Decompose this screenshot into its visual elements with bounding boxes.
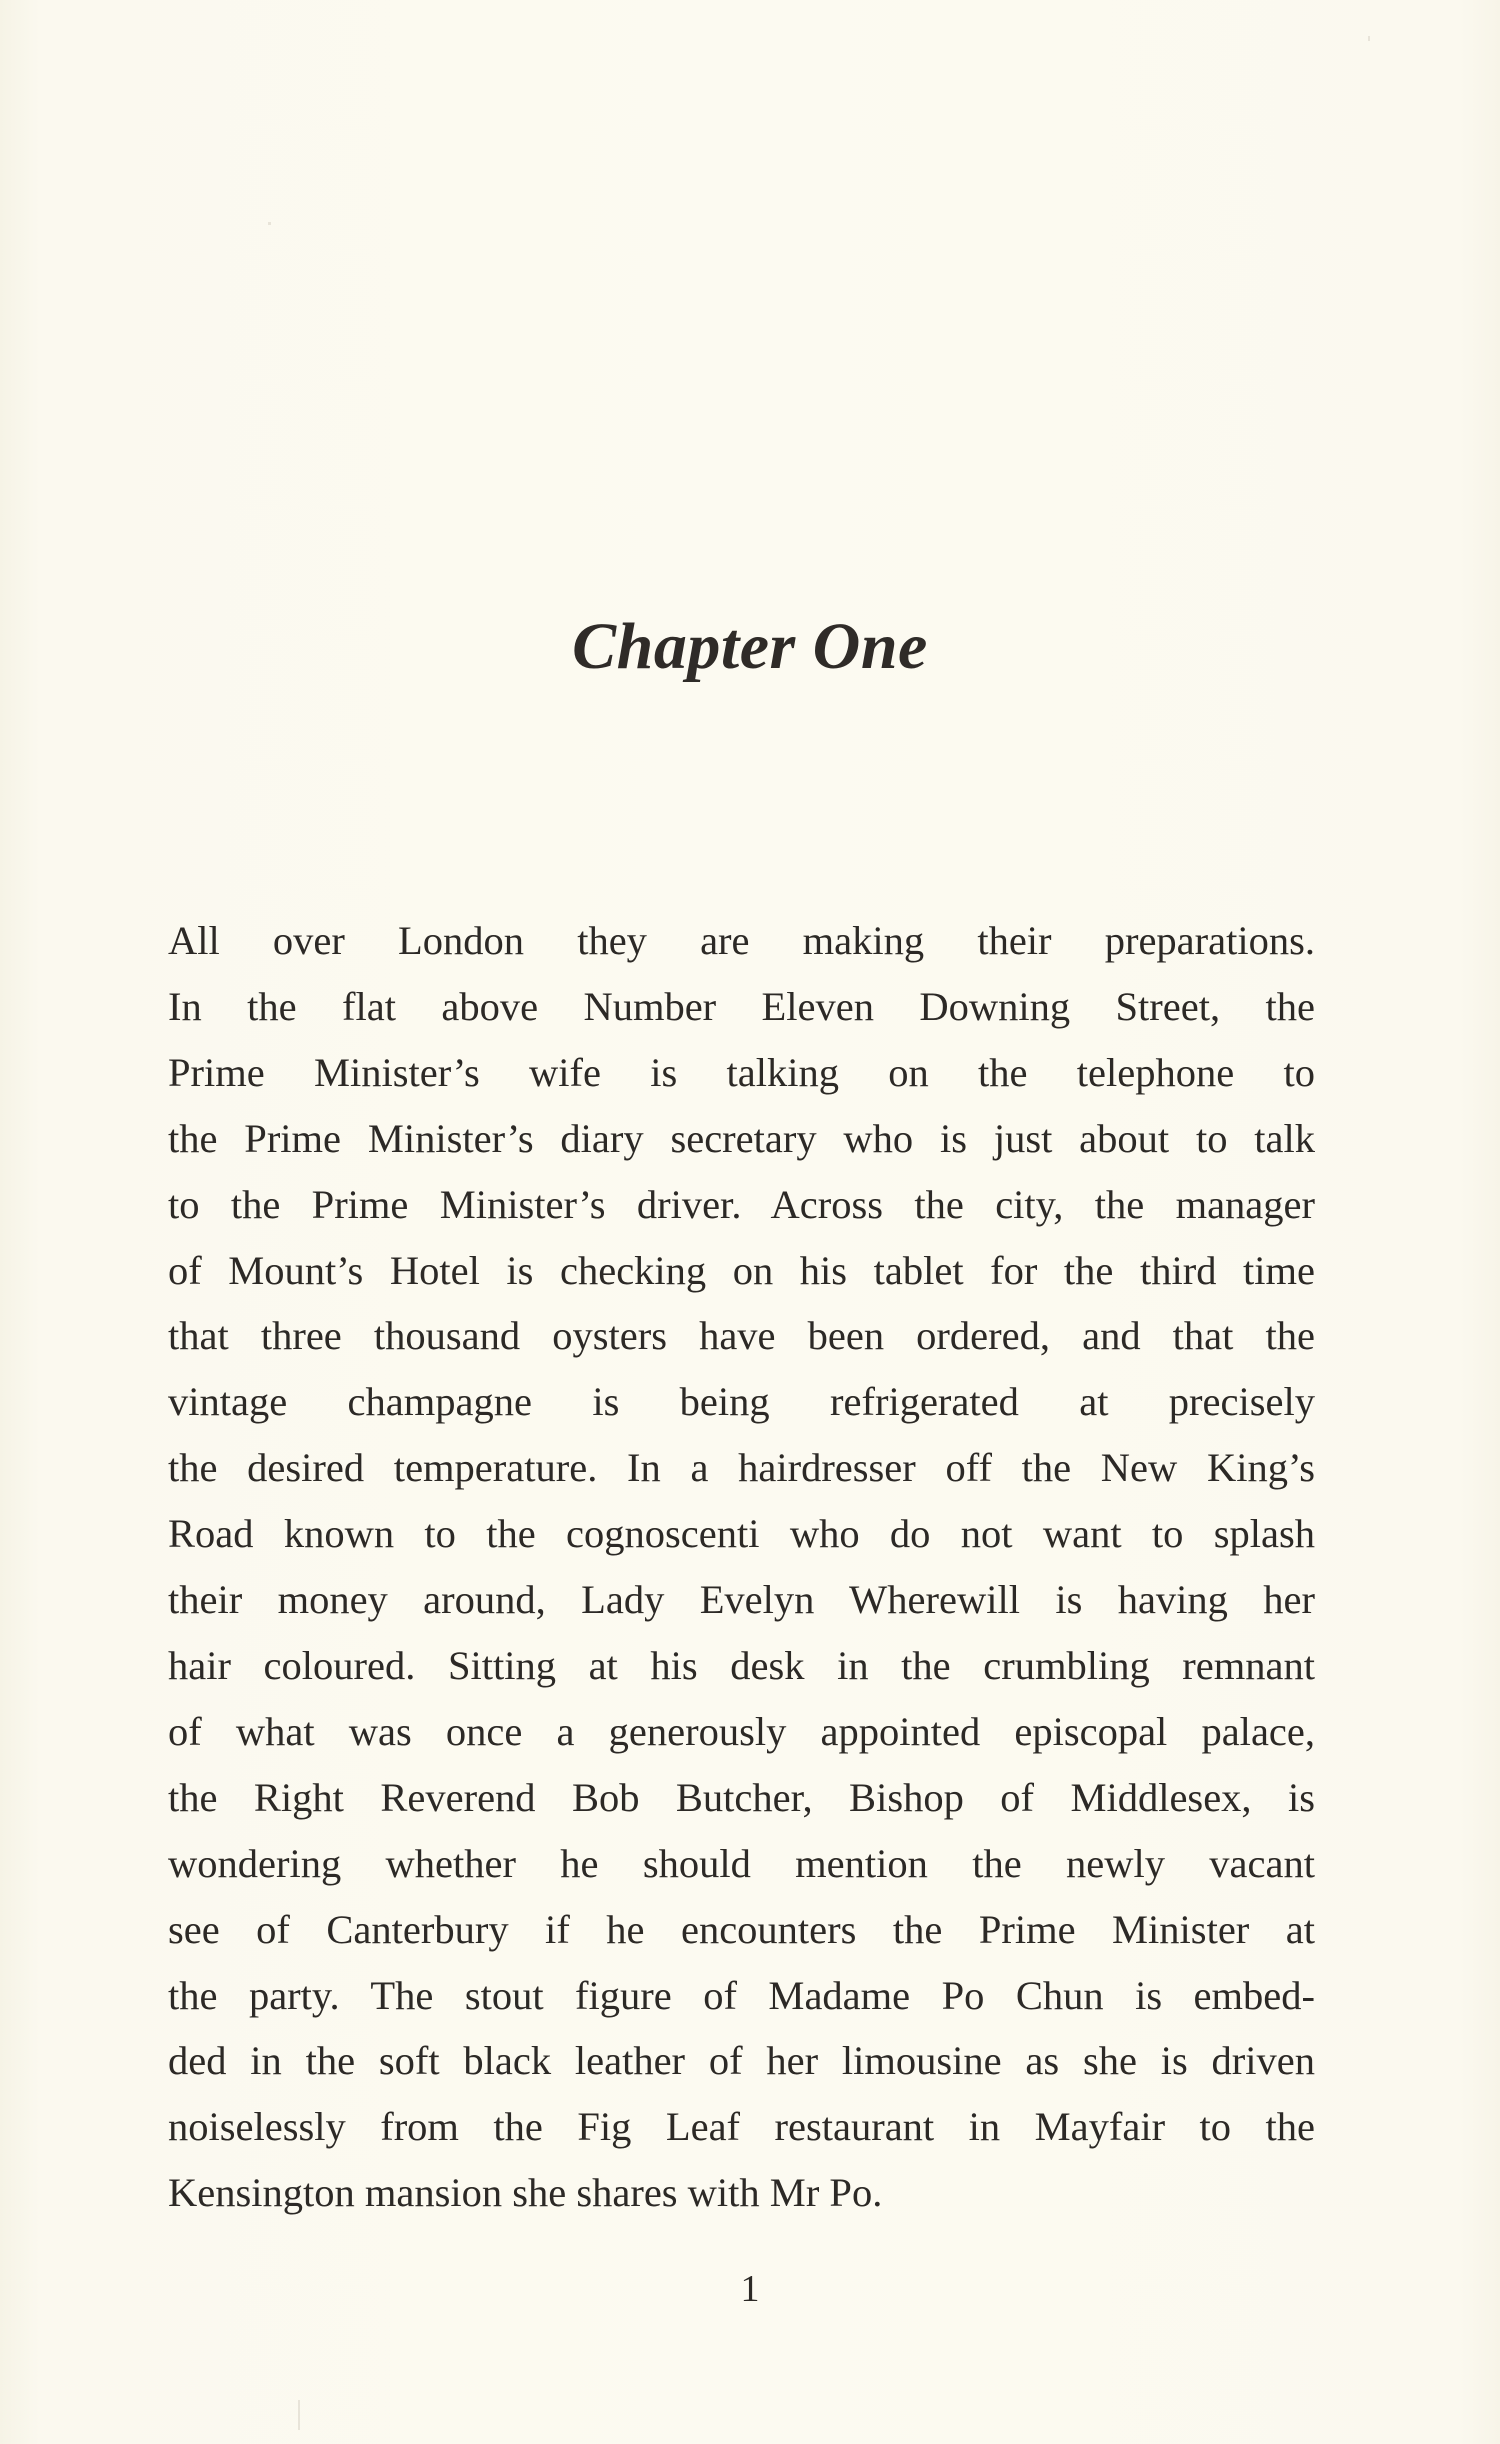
text-line: Prime Minister’s wife is talking on the telephone to: [168, 1049, 1315, 1095]
text-line: that three thousand oysters have been ordered, and that the: [168, 1313, 1315, 1359]
text-line: All over London they are making their preparations.: [168, 918, 1315, 963]
text-line: to the Prime Minister’s driver. Across the city, the manager: [168, 1181, 1315, 1227]
scan-speck: [1368, 36, 1370, 41]
text-line: the party. The stout figure of Madame Po Chun is embed-: [168, 1972, 1315, 2018]
body-paragraph: [168, 908, 1315, 2226]
text-line: the desired temperature. In a hairdresser off the New King’s: [168, 1445, 1315, 1491]
scan-speck: [298, 2400, 300, 2430]
chapter-title: Chapter One: [572, 610, 928, 684]
text-line: their money around, Lady Evelyn Wherewill is having her: [168, 1577, 1315, 1623]
text-line: noiselessly from the Fig Leaf restaurant in Mayfair to the: [168, 2104, 1315, 2150]
text-line: In the flat above Number Eleven Downing Street, the: [168, 983, 1315, 1029]
text-line: the Right Reverend Bob Butcher, Bishop of Middlesex, is: [168, 1774, 1315, 1820]
text-line: Road known to the cognoscenti who do not want to splash: [168, 1511, 1315, 1557]
text-line: of what was once a generously appointed episcopal palace,: [168, 1708, 1315, 1754]
text-line: the Prime Minister’s diary secretary who is just about to talk: [168, 1115, 1315, 1161]
page-number: 1: [740, 2268, 760, 2310]
text-line: ded in the soft black leather of her limousine as she is driven: [168, 2038, 1315, 2084]
scan-speck: [268, 222, 271, 225]
text-line: of Mount’s Hotel is checking on his tablet for the third time: [168, 1247, 1315, 1293]
text-line: wondering whether he should mention the newly vacant: [168, 1840, 1315, 1886]
text-line: hair coloured. Sitting at his desk in the crumbling remnant: [168, 1642, 1315, 1688]
text-line: vintage champagne is being refrigerated at precisely: [168, 1379, 1315, 1425]
text-line: Kensington mansion she shares with Mr Po.: [168, 2170, 883, 2216]
text-line: see of Canterbury if he encounters the Prime Minister at: [168, 1906, 1315, 1952]
